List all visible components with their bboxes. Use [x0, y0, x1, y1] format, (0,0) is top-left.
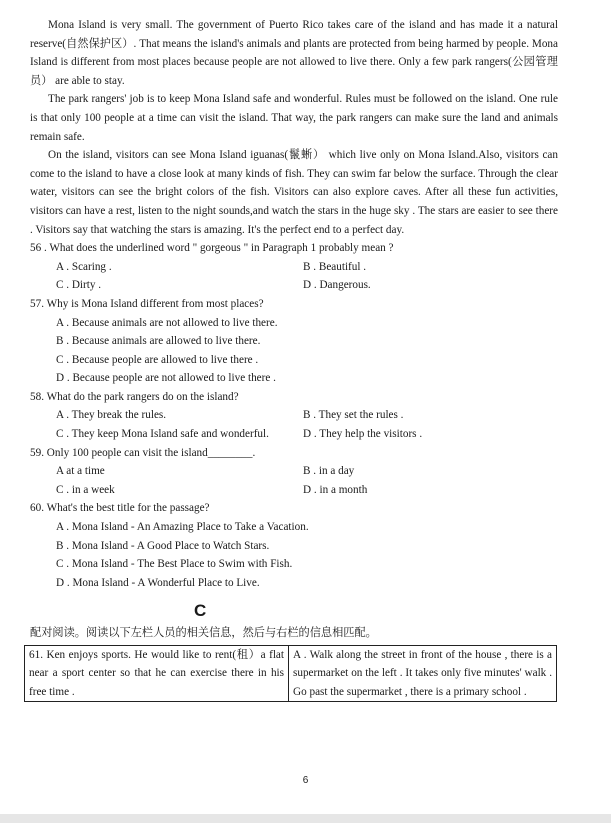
- left-column-item: 61. Ken enjoys sports. He would like to rent(租）a flat near a sport center so that he can exercise there in his free time .: [25, 646, 289, 702]
- option-d[interactable]: D . Because people are not allowed to live there .: [56, 372, 276, 385]
- question-58: [30, 388, 558, 444]
- passage-paragraph-2: The park rangers' job is to keep Mona Island safe and wonderful. Rules must be followed on the island. One rule is that only 100 people at a time can visit the island. That way, the park rangers can make sure the land and animals remain safe.: [30, 93, 558, 143]
- option-row: [30, 481, 558, 500]
- page-bottom-edge: [0, 814, 611, 823]
- worksheet-page: [30, 16, 558, 702]
- passage-paragraph-1: Mona Island is very small. The government of Puerto Rico takes care of the island and has made it a natural reserve(自然保护区）. That means the island's animals and plants are protected from being harmed by people. Mona Island is different from most places because people are not allowed to live there. Only a few park rangers(公园管理员） are able to stay.: [30, 19, 558, 87]
- option-d[interactable]: D . Dangerous.: [303, 279, 371, 292]
- option-b[interactable]: B . They set the rules .: [303, 409, 404, 422]
- option-c[interactable]: C . They keep Mona Island safe and wonderful.: [56, 428, 269, 441]
- option-a[interactable]: A . Because animals are not allowed to live there.: [56, 316, 278, 329]
- matching-table: [24, 645, 557, 702]
- option-row: [30, 258, 558, 277]
- page-number: 6: [302, 775, 309, 786]
- option-b[interactable]: B . Mona Island - A Good Place to Watch Stars.: [56, 539, 270, 552]
- question-stem: 56 . What does the underlined word " gorgeous " in Paragraph 1 probably mean ?: [30, 242, 394, 255]
- section-instruction: 配对阅读。阅读以下左栏人员的相关信息，然后与右栏的信息相匹配。: [30, 627, 377, 640]
- option-row: [30, 425, 558, 444]
- option-a[interactable]: A . Scaring .: [56, 260, 112, 273]
- option-a[interactable]: A at a time: [56, 465, 105, 478]
- option-c[interactable]: C . in a week: [56, 483, 115, 496]
- option-d[interactable]: D . They help the visitors .: [303, 428, 423, 441]
- option-row: [30, 276, 558, 295]
- question-stem: 59. Only 100 people can visit the island________.: [30, 446, 256, 459]
- option-b[interactable]: B . Because animals are allowed to live there.: [56, 335, 261, 348]
- right-column-item: A . Walk along the street in front of the house , there is a supermarket on the left . It takes only five minutes' walk . Go past the supermarket , there is a primary school .: [289, 646, 557, 702]
- option-c[interactable]: C . Mona Island - The Best Place to Swim with Fish.: [56, 558, 293, 571]
- option-row: [30, 406, 558, 425]
- question-59: [30, 444, 558, 500]
- question-57: [30, 295, 558, 388]
- question-60: [30, 499, 558, 592]
- question-stem: 60. What's the best title for the passage?: [30, 502, 210, 515]
- option-d[interactable]: D . in a month: [303, 483, 368, 496]
- question-stem: 57. Why is Mona Island different from most places?: [30, 297, 264, 310]
- option-d[interactable]: D . Mona Island - A Wonderful Place to Live.: [56, 576, 260, 589]
- question-stem: 58. What do the park rangers do on the island?: [30, 390, 239, 403]
- option-c[interactable]: C . Dirty .: [56, 279, 102, 292]
- option-a[interactable]: A . They break the rules.: [56, 409, 167, 422]
- passage-paragraph-3: On the island, visitors can see Mona Island iguanas(鬣蜥） which live only on Mona Island.Also, visitors can come to the island to have a close look at many kinds of fish. They can swim far below the surface. Through the clear water, visitors can see the bright colors of the fish. Visitors can also explore caves. After all these fun activities, visitors can have a rest, listen to the night sounds,and watch the stars in the huge sky . The stars are easier to see there . Visitors say that watching the stars is amazing. It's the perfect end to a perfect day.: [30, 149, 558, 236]
- question-56: [30, 239, 558, 295]
- option-c[interactable]: C . Because people are allowed to live there .: [56, 353, 259, 366]
- section-title: C: [194, 601, 207, 621]
- table-row: [25, 646, 557, 702]
- option-a[interactable]: A . Mona Island - An Amazing Place to Take a Vacation.: [56, 521, 309, 534]
- option-row: [30, 462, 558, 481]
- option-b[interactable]: B . Beautiful .: [303, 260, 367, 273]
- option-b[interactable]: B . in a day: [303, 465, 355, 478]
